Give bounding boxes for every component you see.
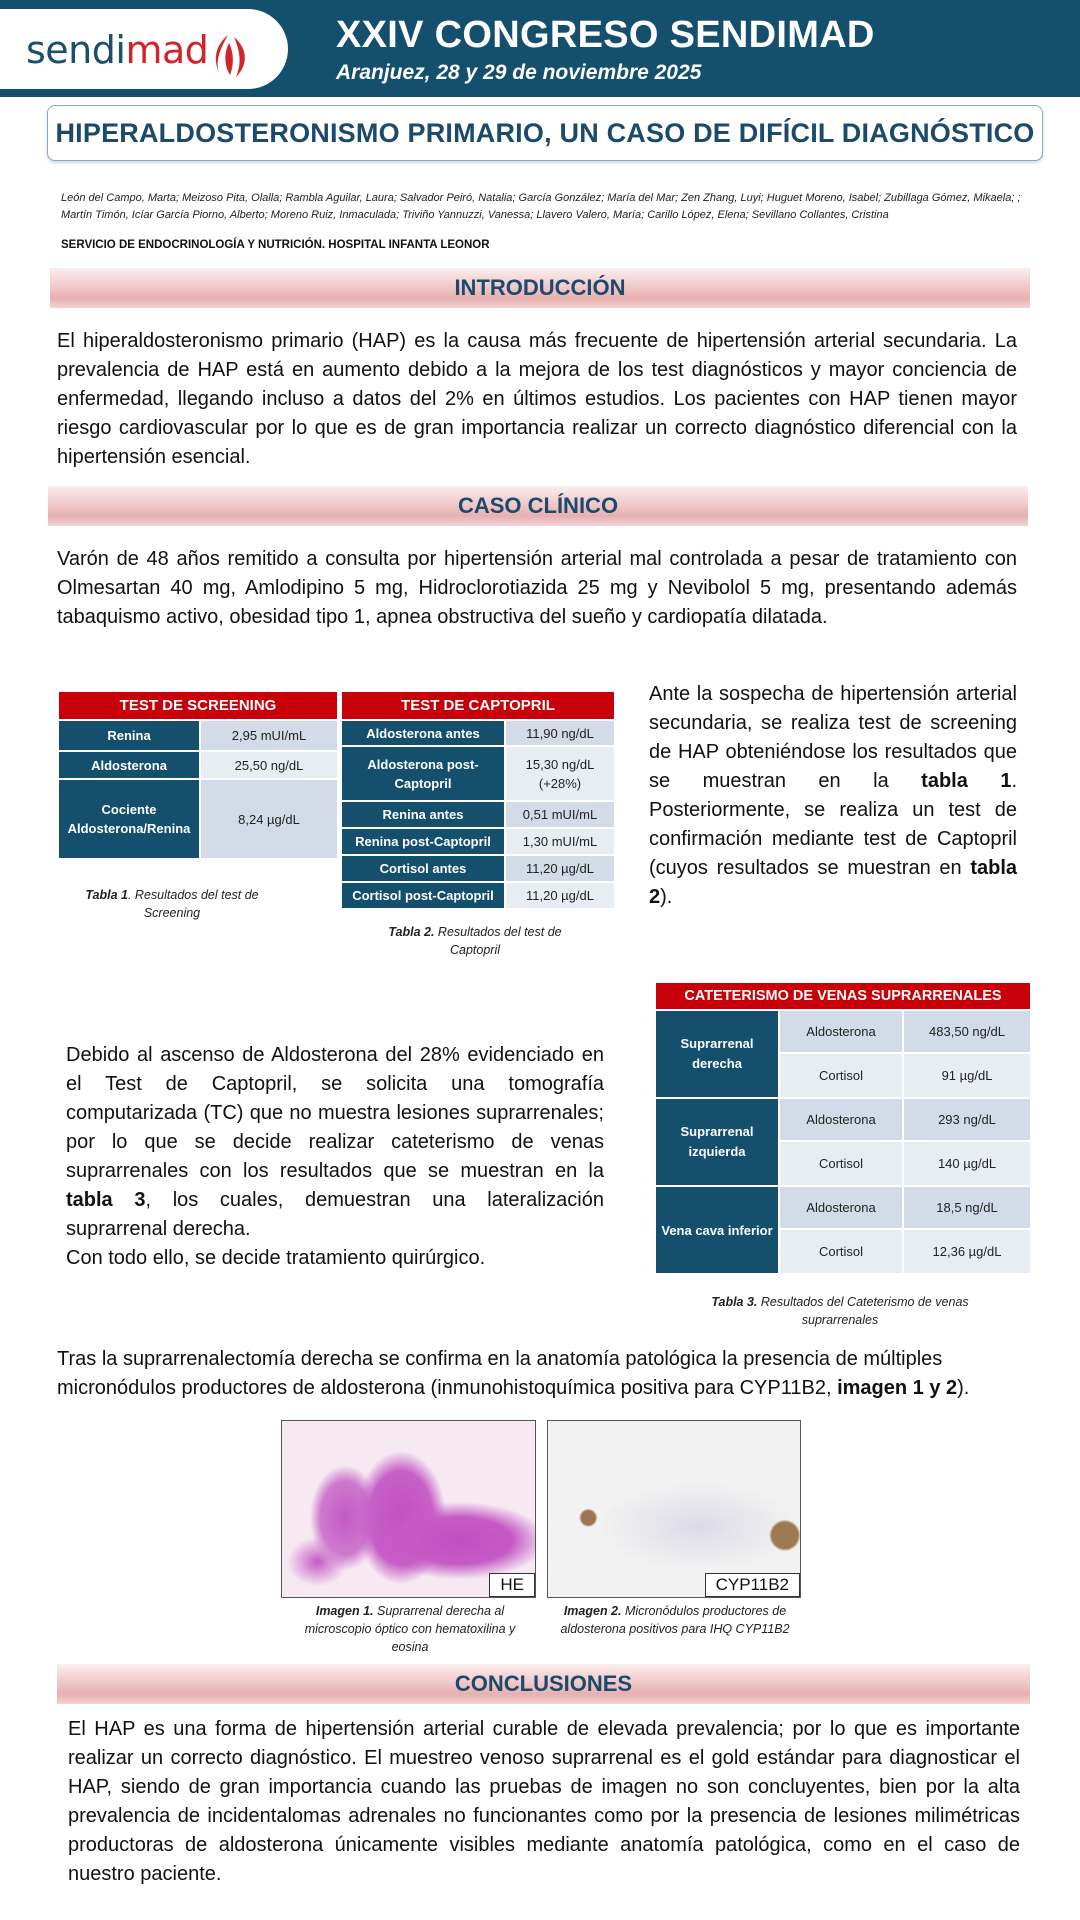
screening-table (57, 690, 339, 860)
captopril-table-title: TEST DE CAPTOPRIL (342, 692, 614, 719)
table-row: Cociente Aldosterona/Renina 8,24 µg/dL (59, 780, 337, 858)
table-row: Renina antes 0,51 mUI/mL (342, 802, 614, 827)
table-row: Suprarrenal derecha Aldosterona 483,50 ng/dL (656, 1011, 1030, 1052)
table-row: Cortisol antes 11,20 µg/dL (342, 856, 614, 881)
section-heading-intro: INTRODUCCIÓN (50, 268, 1030, 308)
conclusions-paragraph: El HAP es una forma de hipertensión arterial curable de elevada prevalencia; por lo que es importante realizar un correcto diagnóstico. El muestreo venoso suprarrenal es el gold estándar para diagnosticar el HAP, siendo de gran importancia cuando las pruebas de imagen no son concluyentes, bien por la alta prevalencia de incidentalomas adrenales no funcionantes como por la presencia de lesiones milimétricas productoras de aldosterona únicamente visibles mediante anatomía patológica, como en el caso de nuestro paciente. (68, 1718, 1020, 1885)
authors-list: León del Campo, Marta; Meizoso Pita, Olalla; Rambla Aguilar, Laura; Salvador Peiró, Natalia; García González; María del Mar; Zen Zhang, Luyi; Huguet Moreno, Isabel; Zubillaga Gómez, Mikaela; ; Martín Timón, Icíar García Piorno, Alberto; Moreno Ruiz, Inmaculada; Triviño Yannuzzi, Vanessa; Llavero Valero, María; Carillo López, Elena; Sevillano Collantes, Cristina (61, 192, 1021, 221)
department: SERVICIO DE ENDOCRINOLOGÍA Y NUTRICIÓN. HOSPITAL INFANTA LEONOR (61, 239, 490, 251)
he-histology-image (281, 1420, 536, 1598)
screening-explanation: Ante la sospecha de hipertensión arterial secundaria, se realiza test de screening de HAP obteniéndose los resultados que se muestran en la tabla 1. Posteriormente, se realiza un test de confirmación mediante test de Captopril (cuyos resultados se muestran en tabla 2). (649, 683, 1018, 908)
catheterism-table (654, 981, 1032, 1275)
table-row: Cortisol 12,36 µg/dL (656, 1230, 1030, 1273)
table-row: Aldosterona post-Captopril 15,30 ng/dL (+28%) (342, 747, 614, 800)
he-label: HE (489, 1573, 535, 1597)
table-row: Cortisol 91 µg/dL (656, 1054, 1030, 1097)
pathology-paragraph: Tras la suprarrenalectomía derecha se confirma en la anatomía patológica la presencia de múltiples micronódulos productores de aldosterona (inmunohistoquímica positiva para CYP11B2, imagen 1 y 2). (57, 1348, 970, 1399)
cyp11b2-ihc-image (547, 1420, 801, 1598)
table-row: Renina 2,95 mUI/mL (59, 721, 337, 750)
table-row: Renina post-Captopril 1,30 mUI/mL (342, 829, 614, 854)
section-heading-conclusions: CONCLUSIONES (57, 1664, 1030, 1704)
poster-title: HIPERALDOSTERONISMO PRIMARIO, UN CASO DE DIFÍCIL DIAGNÓSTICO (55, 117, 1035, 148)
poster-title-box (47, 105, 1043, 161)
table-row: Aldosterona antes 11,90 ng/dL (342, 721, 614, 745)
image1-caption: Imagen 1. Suprarrenal derecha al microscopio óptico con hematoxilina y eosina (304, 1604, 516, 1654)
cyp11b2-label: CYP11B2 (705, 1573, 800, 1597)
logo-container (0, 9, 288, 89)
table2-caption: Tabla 2. Resultados del test de Captopril (388, 925, 562, 957)
congress-title: XXIV CONGRESO SENDIMAD (336, 14, 875, 56)
screening-table-title: TEST DE SCREENING (59, 692, 337, 719)
table-row: Cortisol post-Captopril 11,20 µg/dL (342, 883, 614, 908)
flame-logo-icon (208, 33, 254, 79)
table-row: Suprarrenal izquierda Aldosterona 293 ng/dL (656, 1099, 1030, 1140)
table1-caption: Tabla 1. Resultados del test de Screening (85, 888, 259, 920)
table-row: Vena cava inferior Aldosterona 18,5 ng/dL (656, 1187, 1030, 1228)
congress-header (0, 0, 1080, 97)
catheterism-table-title: CATETERISMO DE VENAS SUPRARRENALES (656, 983, 1030, 1009)
section-heading-case: CASO CLÍNICO (48, 486, 1028, 526)
congress-subtitle: Aranjuez, 28 y 29 de noviembre 2025 (336, 61, 702, 84)
table-row: Aldosterona 25,50 ng/dL (59, 752, 337, 778)
table3-caption: Tabla 3. Resultados del Cateterismo de venas suprarrenales (711, 1295, 969, 1327)
case-paragraph: Varón de 48 años remitido a consulta por hipertensión arterial mal controlada a pesar de tratamiento con Olmesartan 40 mg, Amlodipino 5 mg, Hidroclorotiazida 25 mg y Nevibolol 5 mg, presentando además tabaquismo activo, obesidad tipo 1, apnea obstructiva del sueño y cardiopatía dilatada. (57, 548, 1017, 628)
sendimad-logo: sendimad (26, 28, 209, 72)
image2-caption: Imagen 2. Micronódulos productores de aldosterona positivos para IHQ CYP11B2 (560, 1604, 790, 1636)
captopril-table (340, 690, 616, 910)
catheterism-explanation: Debido al ascenso de Aldosterona del 28% evidenciado en el Test de Captopril, se solicita una tomografía computarizada (TC) que no muestra lesiones suprarrenales; por lo que se decide realizar cateterismo de venas suprarrenales con los resultados que se muestran en la tabla 3, los cuales, demuestran una lateralización suprarrenal derecha. Con todo ello, se decide tratamiento quirúrgico. (66, 1044, 604, 1269)
intro-paragraph: El hiperaldosteronismo primario (HAP) es la causa más frecuente de hipertensión arterial secundaria. La prevalencia de HAP está en aumento debido a la mejora de los test diagnósticos y mayor conciencia de enfermedad, llegando incluso a datos del 2% en últimos estudios. Los pacientes con HAP tienen mayor riesgo cardiovascular por lo que es de gran importancia realizar un correcto diagnóstico diferencial con la hipertensión esencial. (57, 330, 1017, 468)
table-row: Cortisol 140 µg/dL (656, 1142, 1030, 1185)
